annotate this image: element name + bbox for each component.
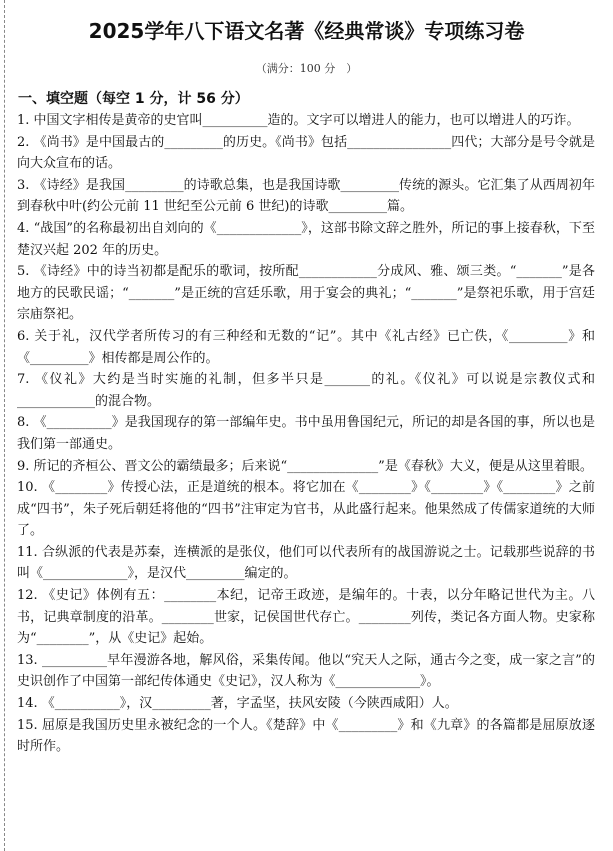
question-2: 2. 《尚书》是中国最古的_________的历史。《尚书》包括________________四代；大部分是号令就是向大众宣布的话。 <box>17 134 595 172</box>
question-list <box>17 110 595 758</box>
question-12: 12. 《史记》体例有五：________本纪，记帝王政迹，是编年的。十表，以分年略记世代为主。八书，记典章制度的沿革。________世家，记侯国世代存亡。________列传，类记各方面人物。史家称为“________”，从《史记》起始。 <box>17 588 595 647</box>
question-5: 5. 《诗经》中的诗当初都是配乐的歌词，按所配____________分成风、雅、颂三类。“_______”是各地方的民歌民谣；“_______”是正统的宫廷乐歌，用于宴会的典礼；“_______”是祭祀乐歌，用于宫廷宗庙祭祀。 <box>17 264 595 323</box>
question-15: 15. 屈原是我国历史里永被纪念的一个人。《楚辞》中《_________》和《九章》的各篇都是屈原放逐时所作。 <box>17 717 595 755</box>
question-14: 14. 《__________》，汉_________著，字孟坚，扶风安陵（今陕西咸阳）人。 <box>17 696 458 712</box>
page-title: 2025学年八下语文名著《经典常谈》专项练习卷 <box>88 19 525 43</box>
question-6: 6. 关于礼，汉代学者所传习的有三种经和无数的“记”。其中《礼古经》已亡佚，《_________》和《_________》相传都是周公作的。 <box>17 328 595 366</box>
question-1: 1. 中国文字相传是黄帝的史官叫__________造的。文字可以增进人的能力，也可以增进人的巧诈。 <box>17 113 580 128</box>
section-heading: 一、填空题（每空 1 分，计 56 分） <box>18 91 249 107</box>
question-7: 7. 《仪礼》大约是当时实施的礼制，但多半只是_______的礼。《仪礼》可以说是宗教仪式和____________的混合物。 <box>17 372 595 409</box>
question-3: 3. 《诗经》是我国_________的诗歌总集，也是我国诗歌_________传统的源头。它汇集了从西周初年到春秋中叶(约公元前 11 世纪至公元前 6 世纪)的诗歌_________篇。 <box>17 177 595 215</box>
full-score-line: （满分：100 分 ） <box>255 62 358 75</box>
page-left-border <box>4 0 5 851</box>
question-11: 11. 合纵派的代表是苏秦，连横派的是张仪，他们可以代表所有的战国游说之士。记载那些说辞的书叫《_____________》，是汉代_________编定的。 <box>17 544 595 582</box>
question-4: 4. “战国”的名称最初出自刘向的《_____________》，这部书除文辞之胜外，所记的事上接春秋，下至楚汉兴起 202 年的历史。 <box>17 220 595 258</box>
question-8: 8. 《__________》是我国现存的第一部编年史。书中虽用鲁国纪元，所记的却是各国的事，所以也是我们第一部通史。 <box>17 415 595 452</box>
question-9: 9. 所记的齐桓公、晋文公的霸绩最多；后来说“______________”是《春秋》大义，便是从这里着眼。 <box>17 458 593 474</box>
question-10: 10. 《________》传授心法，正是道统的根本。将它加在《________》《________》《________》之前成“四书”，朱子死后朝廷将他的“四书”注审定为官书，从此盛行起来。他果然成了传儒家道统的大师了。 <box>17 480 595 539</box>
question-13: 13. __________早年漫游各地，解风俗，采集传闻。他以“究天人之际，通古今之变，成一家之言”的史识创作了中国第一部纪传体通史《史记》，汉人称为《_____________》。 <box>17 652 595 690</box>
